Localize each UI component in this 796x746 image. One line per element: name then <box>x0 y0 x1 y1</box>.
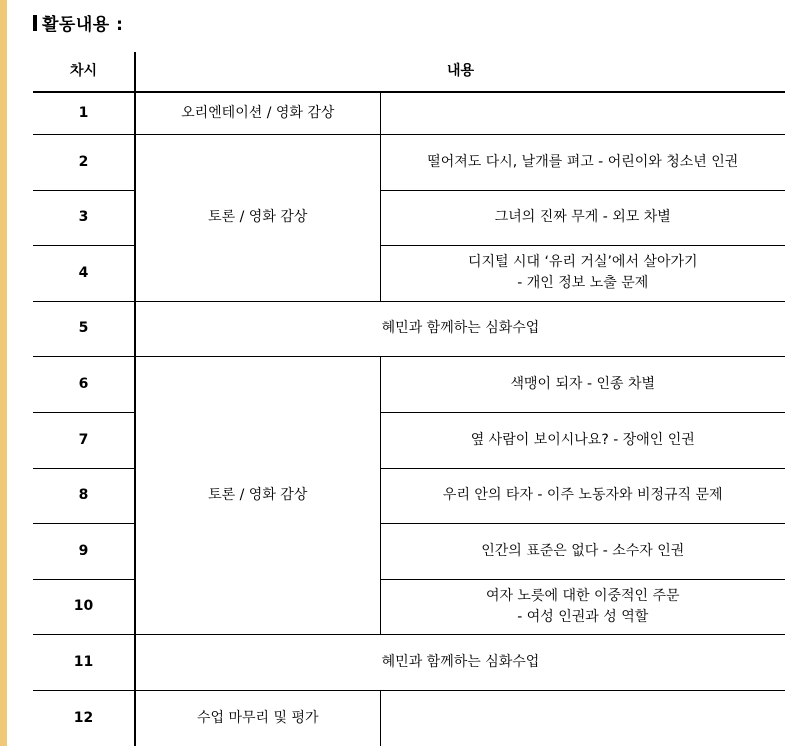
session-detail <box>380 92 785 134</box>
header-content: 내용 <box>135 52 785 92</box>
session-number: 10 <box>33 579 135 634</box>
table-row <box>33 356 785 412</box>
detail-line: 디지털 시대 ‘유리 거실’에서 살아가기 <box>467 254 698 270</box>
section-heading <box>33 10 123 35</box>
session-number: 7 <box>33 412 135 468</box>
detail-line: - 여성 인권과 성 역할 <box>517 608 649 625</box>
session-number: 5 <box>33 301 135 356</box>
session-detail <box>380 690 785 746</box>
session-detail: 떨어져도 다시, 날개를 펴고 - 어린이와 청소년 인권 <box>380 134 785 190</box>
detail-line: - 개인 정보 노출 문제 <box>517 275 649 291</box>
session-number: 2 <box>33 134 135 190</box>
session-number: 8 <box>33 468 135 523</box>
session-detail: 그녀의 진짜 무게 - 외모 차별 <box>380 190 785 245</box>
heading-marker <box>33 15 37 31</box>
session-topic: 토론 / 영화 감상 <box>135 356 380 634</box>
session-full: 혜민과 함께하는 심화수업 <box>135 634 785 690</box>
accent-bar <box>0 0 7 746</box>
session-detail: 색맹이 되자 - 인종 차별 <box>380 356 785 412</box>
session-detail <box>380 579 785 634</box>
detail-line: 여자 노릇에 대한 이중적인 주문 <box>485 587 680 604</box>
session-number: 3 <box>33 190 135 245</box>
session-number: 1 <box>33 92 135 134</box>
table-row <box>33 634 785 690</box>
table-row <box>33 134 785 190</box>
table-row <box>33 92 785 134</box>
session-topic: 수업 마무리 및 평가 <box>135 690 380 746</box>
table-row <box>33 690 785 746</box>
header-session: 차시 <box>33 52 135 92</box>
session-number: 11 <box>33 634 135 690</box>
session-topic: 오리엔테이션 / 영화 감상 <box>135 92 380 134</box>
session-number: 9 <box>33 523 135 579</box>
session-topic: 토론 / 영화 감상 <box>135 134 380 301</box>
session-number: 12 <box>33 690 135 746</box>
table-row <box>33 301 785 356</box>
session-number: 6 <box>33 356 135 412</box>
session-number: 4 <box>33 245 135 301</box>
heading-text: 활동내용 : <box>42 15 124 35</box>
activity-table <box>33 52 785 746</box>
session-detail <box>380 245 785 301</box>
session-detail: 옆 사람이 보이시나요? - 장애인 인권 <box>380 412 785 468</box>
session-full: 혜민과 함께하는 심화수업 <box>135 301 785 356</box>
session-detail: 우리 안의 타자 - 이주 노동자와 비정규직 문제 <box>380 468 785 523</box>
session-detail: 인간의 표준은 없다 - 소수자 인권 <box>380 523 785 579</box>
